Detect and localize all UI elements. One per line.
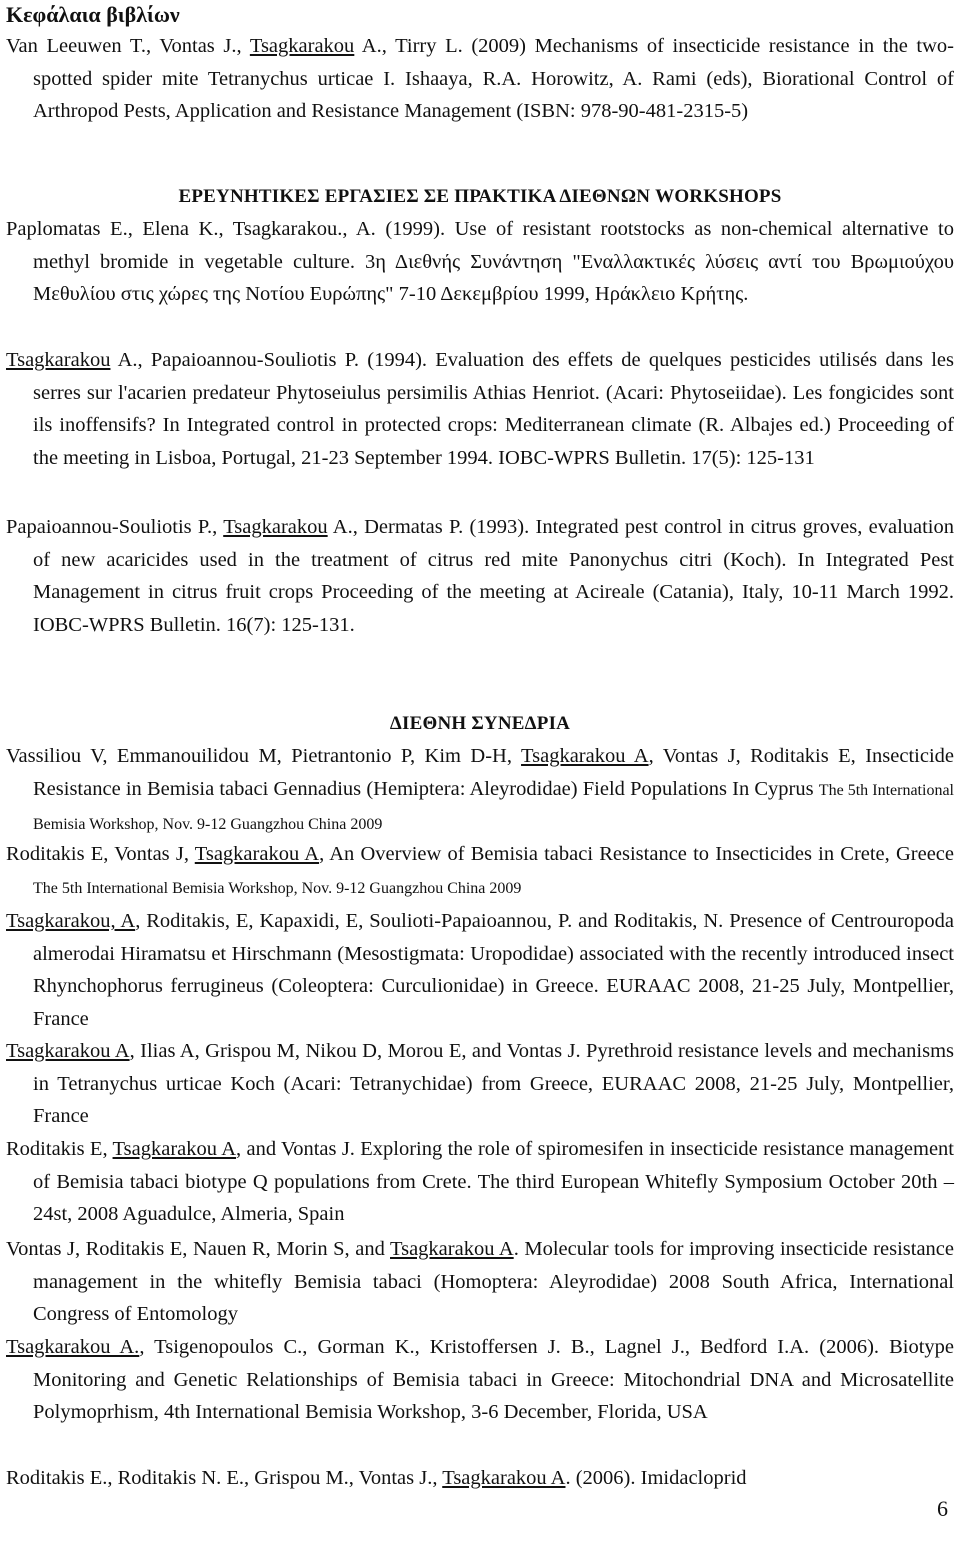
book-chapters-heading: Κεφάλαια βιβλίων — [6, 2, 180, 27]
conference-entry — [6, 1035, 954, 1133]
entry-text: . (2006). Imidacloprid — [565, 1467, 747, 1489]
entry-text: . Molecular tools for improving insecticide resistance management in the whitefly Bemisia tabaci (Homoptera: Aleyrodidae) 2008 South Africa, International Congress of Entomology — [33, 1238, 955, 1325]
conference-entry — [6, 1462, 954, 1495]
highlighted-author: Tsagkarakou, A — [6, 910, 136, 932]
highlighted-author: Tsagkarakou — [223, 516, 328, 538]
entry-text: Vassiliou V, Emmanouilidou M, Pietrantonio P, Kim D-H, — [6, 745, 522, 767]
highlighted-author: Tsagkarakou A — [112, 1138, 237, 1160]
conference-entry — [6, 838, 954, 905]
highlighted-author: Tsagkarakou A — [6, 1040, 130, 1062]
entry-text: Paplomatas E., Elena K., Tsagkarakou., A. (1999). Use of resistant rootstocks as non-chemical alternative to methyl bromide in vegetable culture. 3η Διεθνής Συνάντηση "Εναλλακτικές λύσεις αντί του Βρωμιούχου Μεθυλίου στις χώρες της Νοτίου Ευρώπης" 7-10 Δεκεμβρίου 1999, Ηράκλειο Κρήτης. — [6, 218, 954, 305]
entry-text: A., Dermatas P. (1993). Integrated pest control in citrus groves, evaluation of new acaricides used in the treatment of citrus red mite Panonychus citri (Koch). In Integrated Pest Management in citrus fruit crops Proceeding of the meeting at Acireale (Catania), Italy, 10-11 March 1992. IOBC-WPRS Bulletin. 16(7): 125-131. — [33, 516, 955, 636]
entry-text: , Vontas J, Roditakis E, Insecticide Resistance in Bemisia tabaci Gennadius (Hemiptera: Aleyrodidae) Field Populations In Cyprus — [33, 745, 955, 800]
conference-entry — [6, 1133, 954, 1231]
entry-text: A., Papaioannou-Souliotis P. (1994). Evaluation des effets de quelques pesticides utilisés dans les serres sur l'acarien predateur Phytoseiulus persimilis Athias Henriot. (Acari: Phytoseiidae). Les fongicides sont ils inoffensifs? In Integrated control in protected crops: Mediterranean climate (R. Albajes ed.) Proceeding of the meeting in Lisboa, Portugal, 21-23 September 1994. IOBC-WPRS Bulletin. 17(5): 125-131 — [33, 349, 954, 469]
entry-text: Roditakis E., Roditakis N. E., Grispou M., Vontas J., — [6, 1467, 443, 1489]
entry-text: Roditakis E, — [6, 1138, 113, 1160]
entry-text: , An Overview of Bemisia tabaci Resistance to Insecticides in Crete, Greece — [319, 843, 954, 865]
entry-text: A., Tirry L. (2009) Mechanisms of insecticide resistance in the two-spotted spider mite Tetranychus urticae I. Ishaaya, R.A. Horowitz, A. Rami (eds), Biorational Control of Arthropod Pests, Application and Resistance Management (ISBN: 978-90-481-2315-5) — [33, 35, 954, 122]
entry-venue: The 5th International Bemisia Workshop, Nov. 9-12 Guangzhou China 2009 — [33, 879, 522, 897]
entry-text: , Ilias A, Grispou M, Nikou D, Morou E, and Vontas J. Pyrethroid resistance levels and mechanisms in Tetranychus urticae Koch (Acari: Tetranychidae) from Greece, EURAAC 2008, 21-25 July, Montpellier, France — [33, 1040, 954, 1127]
page-number: 6 — [937, 1496, 948, 1521]
conference-entry — [6, 1331, 954, 1429]
workshops-section-title: ΕΡΕΥΝΗΤΙΚΕΣ ΕΡΓΑΣΙΕΣ ΣΕ ΠΡΑΚΤΙΚΑ ΔΙΕΘΝΩΝ WORKSHOPS — [178, 186, 782, 207]
highlighted-author: Tsagkarakou — [6, 349, 111, 371]
workshop-entry — [6, 213, 954, 311]
conference-entry — [6, 905, 954, 1035]
conference-entry — [6, 740, 954, 842]
entry-text: , and Vontas J. Exploring the role of spiromesifen in insecticide resistance management of Bemisia tabaci biotype Q populations from Crete. The third European Whitefly Symposium October 20th – 24st, 2008 Aguadulce, Almeria, Spain — [33, 1138, 954, 1225]
conferences-section-title: ΔΙΕΘΝΗ ΣΥΝΕΔΡΙΑ — [389, 713, 571, 734]
highlighted-author: Tsagkarakou A — [194, 843, 320, 865]
conference-entry — [6, 1233, 954, 1331]
entry-venue: The 5th International Bemisia Workshop, Nov. 9-12 Guangzhou China 2009 — [33, 781, 954, 833]
entry-text: Papaioannou-Souliotis P., — [6, 516, 224, 538]
highlighted-author: Tsagkarakou A. — [6, 1336, 140, 1358]
highlighted-author: Tsagkarakou A — [390, 1238, 514, 1260]
entry-text: , Roditakis, E, Kapaxidi, E, Soulioti-Papaioannou, P. and Roditakis, N. Presence of Centrouropoda almerodai Hiramatsu et Hirschmann (Mesostigmata: Uropodidae) associated with the recently introduced insect Rhynchophorus ferrugineus (Coleoptera: Curculionidae) in Greece. EURAAC 2008, 21-25 July, Montpellier, France — [33, 910, 954, 1030]
workshop-entry — [6, 511, 954, 641]
entry-text: Vontas J, Roditakis E, Nauen R, Morin S, and — [6, 1238, 391, 1260]
book-chapter-entry — [6, 30, 954, 128]
entry-authors: Van Leeuwen T., Vontas J., — [6, 35, 250, 57]
entry-text: Roditakis E, Vontas J, — [6, 843, 195, 865]
workshop-entry — [6, 344, 954, 474]
highlighted-author: Tsagkarakou A — [442, 1467, 566, 1489]
entry-text: , Tsigenopoulos C., Gorman K., Kristoffersen J. B., Lagnel J., Bedford I.A. (2006). Biotype Monitoring and Genetic Relationships of Bemisia tabaci in Greece: Mitochondrial DNA and Microsatellite Polymoprhism, 4th International Bemisia Workshop, 3-6 December, Florida, USA — [33, 1336, 954, 1423]
highlighted-author: Tsagkarakou — [249, 35, 355, 57]
highlighted-author: Tsagkarakou A — [521, 745, 649, 767]
